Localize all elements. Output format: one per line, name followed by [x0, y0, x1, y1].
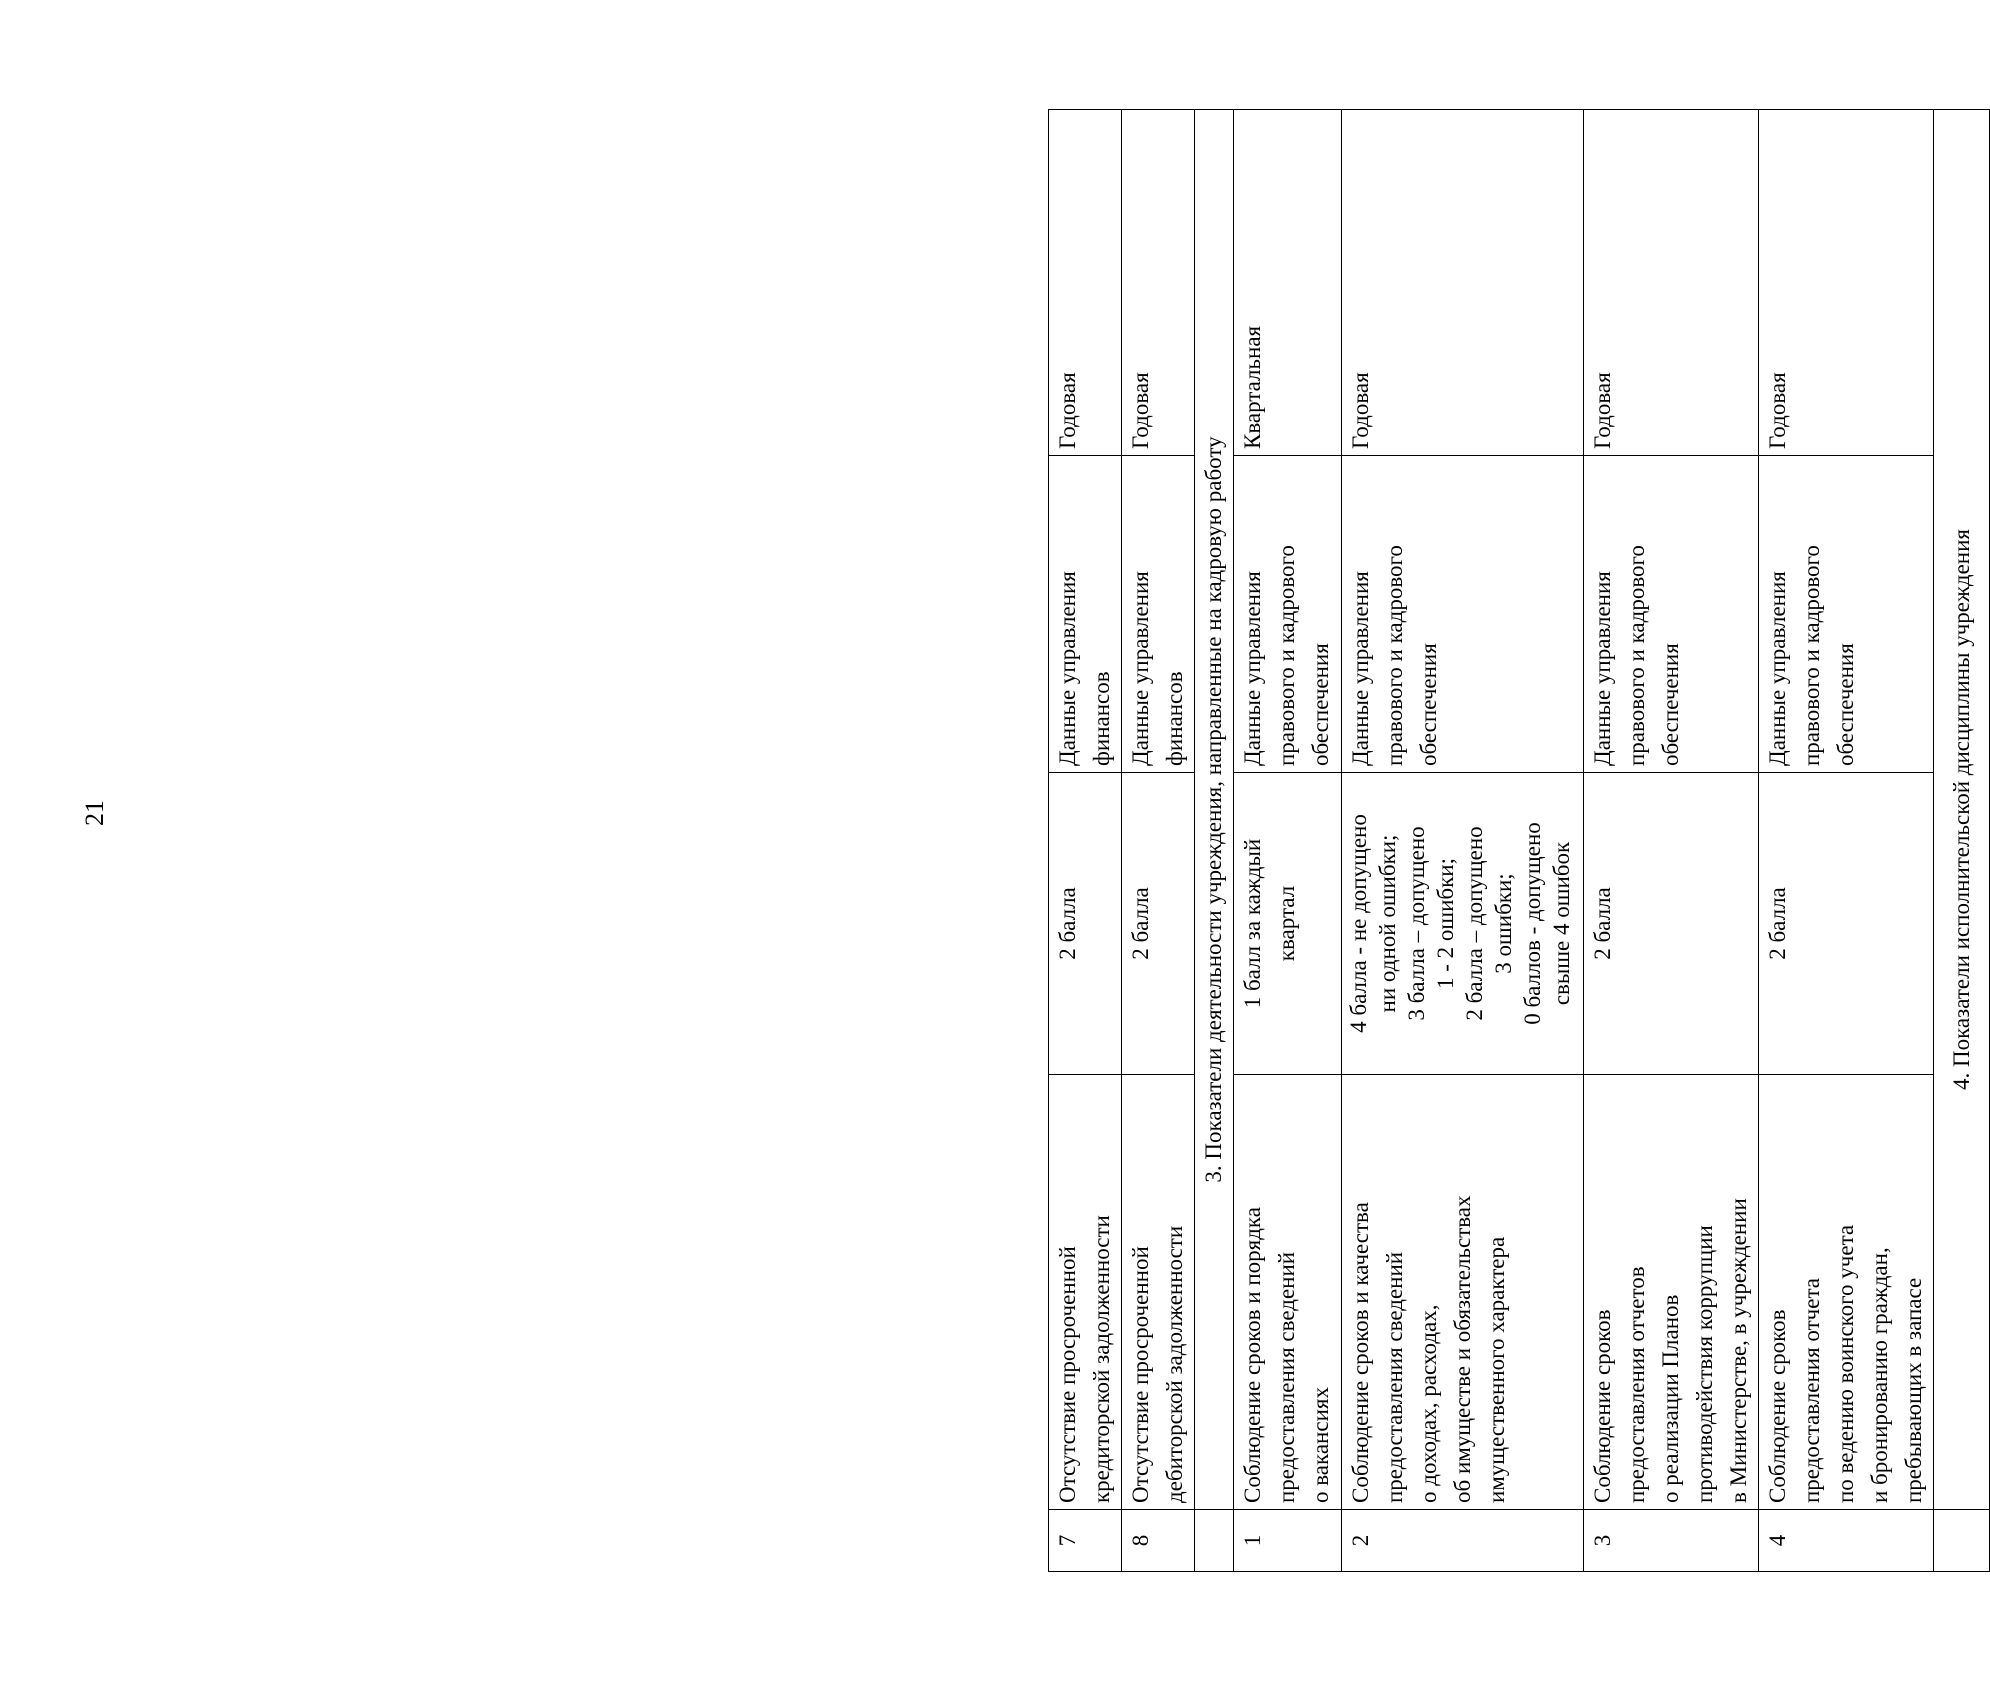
section-header-row	[1934, 110, 1990, 1572]
score-cell	[1342, 773, 1584, 1075]
source-line: финансов	[1162, 671, 1187, 766]
score-line: 3 ошибки;	[1491, 873, 1516, 974]
source-line: обеспечения	[1416, 643, 1441, 766]
indicator-cell	[1049, 1075, 1122, 1510]
source-cell	[1049, 456, 1122, 773]
row-number: 1	[1234, 1510, 1342, 1572]
periodicity-cell: Годовая	[1122, 110, 1195, 456]
indicator-cell	[1234, 1075, 1342, 1510]
score-line: 1 - 2 ошибки;	[1433, 858, 1458, 990]
indicator-line: Отсутствие просроченной	[1128, 1246, 1153, 1503]
section-4-title: 4. Показатели исполнительской дисциплины учреждения	[1934, 110, 1990, 1510]
score-line: 3 балла – допущено	[1404, 826, 1429, 1021]
source-line: Данные управления	[1240, 571, 1265, 766]
indicator-line: Соблюдение сроков и порядка	[1240, 1207, 1265, 1503]
table-row	[1759, 110, 1934, 1572]
source-line: Данные управления	[1765, 571, 1790, 766]
source-line: финансов	[1089, 671, 1114, 766]
table-row	[1234, 110, 1342, 1572]
indicator-line: в Министерстве, в учреждении	[1726, 1198, 1751, 1503]
indicator-line: дебиторской задолженности	[1162, 1225, 1187, 1503]
indicator-line: об имуществе и обязательствах	[1450, 1195, 1475, 1503]
score-line: 2 балла	[1055, 887, 1080, 960]
page-number: 21	[80, 800, 109, 826]
rotated-table-container	[1048, 110, 1983, 1572]
indicator-line: противодействия коррупции	[1692, 1225, 1717, 1503]
row-number: 4	[1759, 1510, 1934, 1572]
source-cell	[1342, 456, 1584, 773]
periodicity-cell: Годовая	[1759, 110, 1934, 456]
table-row	[1122, 110, 1195, 1572]
source-line: правового и кадрового	[1624, 545, 1649, 766]
score-line: свыше 4 ошибок	[1549, 841, 1574, 1006]
source-line: Данные управления	[1590, 571, 1615, 766]
score-cell	[1122, 773, 1195, 1075]
score-line: 2 балла – допущено	[1462, 826, 1487, 1021]
source-cell	[1234, 456, 1342, 773]
row-number: 3	[1584, 1510, 1759, 1572]
periodicity-cell: Годовая	[1049, 110, 1122, 456]
row-number: 7	[1049, 1510, 1122, 1572]
indicator-line: кредиторской задолженности	[1089, 1215, 1114, 1503]
score-line: квартал	[1274, 885, 1299, 962]
table-row	[1584, 110, 1759, 1572]
source-cell	[1759, 456, 1934, 773]
score-line: 0 баллов - допущено	[1520, 822, 1545, 1025]
section-spacer-cell	[1195, 1510, 1234, 1572]
source-line: Данные управления	[1348, 571, 1373, 766]
indicator-line: о вакансиях	[1308, 1387, 1333, 1503]
score-cell	[1759, 773, 1934, 1075]
indicator-cell	[1584, 1075, 1759, 1510]
indicator-line: Отсутствие просроченной	[1055, 1246, 1080, 1503]
source-line: Данные управления	[1055, 571, 1080, 766]
table-row	[1049, 110, 1122, 1572]
score-cell	[1049, 773, 1122, 1075]
source-line: правового и кадрового	[1382, 545, 1407, 766]
row-number: 2	[1342, 1510, 1584, 1572]
indicator-line: Соблюдение сроков	[1765, 1309, 1790, 1503]
source-cell	[1122, 456, 1195, 773]
indicator-line: предоставления отчета	[1799, 1278, 1824, 1503]
indicator-cell	[1122, 1075, 1195, 1510]
score-line: 1 балл за каждый	[1240, 838, 1265, 1009]
section-header-row	[1195, 110, 1234, 1572]
section-spacer-cell	[1934, 1510, 1990, 1572]
indicator-line: по ведению воинского учета	[1833, 1224, 1858, 1503]
row-number: 8	[1122, 1510, 1195, 1572]
indicator-line: Соблюдение сроков и качества	[1348, 1202, 1373, 1503]
indicator-line: о реализации Планов	[1658, 1294, 1683, 1503]
indicator-line: предоставления сведений	[1274, 1251, 1299, 1503]
periodicity-cell: Квартальная	[1234, 110, 1342, 456]
source-line: Данные управления	[1128, 571, 1153, 766]
indicator-line: имущественного характера	[1484, 1236, 1509, 1503]
score-line: 2 балла	[1128, 887, 1153, 960]
source-line: обеспечения	[1833, 643, 1858, 766]
indicator-line: о доходах, расходах,	[1416, 1304, 1441, 1503]
score-line: 4 балла - не допущено	[1346, 814, 1371, 1033]
periodicity-cell: Годовая	[1342, 110, 1584, 456]
source-line: обеспечения	[1308, 643, 1333, 766]
indicator-line: предоставления сведений	[1382, 1251, 1407, 1503]
score-cell	[1584, 773, 1759, 1075]
indicator-line: и бронированию граждан,	[1867, 1247, 1892, 1503]
indicator-line: предоставления отчетов	[1624, 1266, 1649, 1503]
source-line: правового и кадрового	[1799, 545, 1824, 766]
section-3-title: 3. Показатели деятельности учреждения, направленные на кадровую работу	[1195, 110, 1234, 1510]
source-line: правового и кадрового	[1274, 545, 1299, 766]
periodicity-cell: Годовая	[1584, 110, 1759, 456]
score-line: 2 балла	[1765, 887, 1790, 960]
score-line: ни одной ошибки;	[1375, 834, 1400, 1013]
score-cell	[1234, 773, 1342, 1075]
source-cell	[1584, 456, 1759, 773]
indicators-table	[1048, 109, 1990, 1572]
indicator-line: Соблюдение сроков	[1590, 1309, 1615, 1503]
indicator-line: пребывающих в запасе	[1901, 1277, 1926, 1503]
indicator-cell	[1759, 1075, 1934, 1510]
score-line: 2 балла	[1590, 887, 1615, 960]
source-line: обеспечения	[1658, 643, 1683, 766]
table-row	[1342, 110, 1584, 1572]
indicator-cell	[1342, 1075, 1584, 1510]
